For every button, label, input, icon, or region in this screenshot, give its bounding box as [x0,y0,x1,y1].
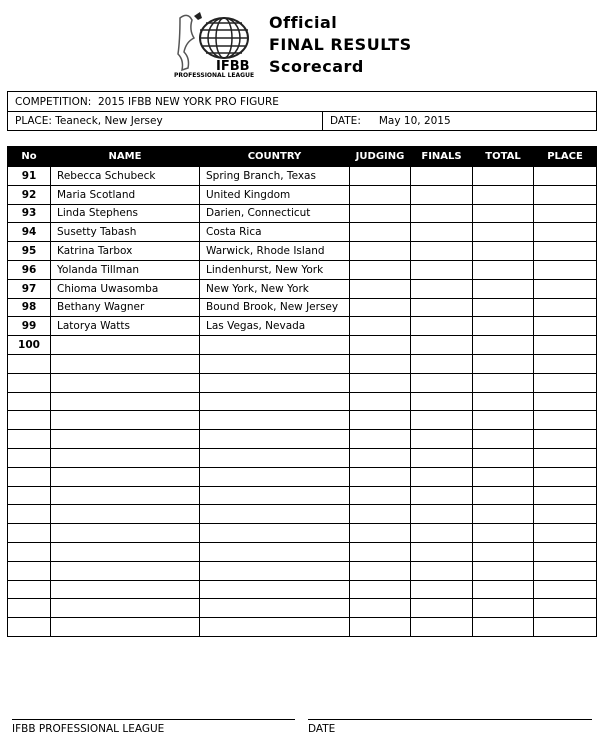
cell-country: Darien, Connecticut [200,204,350,223]
cell-country [200,373,350,392]
cell-total [473,411,534,430]
cell-finals [411,223,473,242]
cell-no [8,486,51,505]
signature-line-league: IFBB PROFESSIONAL LEAGUE [12,719,295,735]
table-row [8,260,597,279]
cell-no [8,542,51,561]
cell-place [534,279,597,298]
cell-total [473,336,534,355]
cell-name: Susetty Tabash [51,223,200,242]
cell-country [200,392,350,411]
cell-country [200,354,350,373]
column-header-judging: JUDGING [350,147,411,167]
cell-name: Chioma Uwasomba [51,279,200,298]
cell-name [51,354,200,373]
cell-place [534,599,597,618]
cell-country: Lindenhurst, New York [200,260,350,279]
cell-judging [350,185,411,204]
cell-no [8,580,51,599]
table-row-blank [8,354,597,373]
cell-place [534,505,597,524]
competition-label: COMPETITION: [15,95,92,108]
cell-finals [411,279,473,298]
cell-no: 99 [8,317,51,336]
cell-place [534,524,597,543]
cell-judging [350,260,411,279]
cell-place [534,430,597,449]
table-row [8,185,597,204]
cell-total [473,204,534,223]
cell-no: 95 [8,242,51,261]
svg-text:PROFESSIONAL LEAGUE: PROFESSIONAL LEAGUE [174,72,255,78]
cell-name [51,392,200,411]
column-header-name: NAME [51,147,200,167]
column-header-finals: FINALS [411,147,473,167]
cell-total [473,392,534,411]
title-line-final-results: FINAL RESULTS [269,35,412,54]
cell-finals [411,618,473,637]
cell-no: 92 [8,185,51,204]
cell-no [8,430,51,449]
cell-total [473,298,534,317]
cell-finals [411,430,473,449]
cell-place [534,260,597,279]
cell-place [534,411,597,430]
cell-finals [411,467,473,486]
cell-place [534,223,597,242]
cell-country [200,336,350,355]
table-row-blank [8,618,597,637]
cell-judging [350,599,411,618]
cell-no [8,524,51,543]
ifbb-logo [172,10,264,78]
scorecard-header [0,0,600,85]
cell-finals [411,317,473,336]
cell-finals [411,260,473,279]
cell-total [473,542,534,561]
cell-country: Bound Brook, New Jersey [200,298,350,317]
cell-country [200,599,350,618]
cell-country: New York, New York [200,279,350,298]
cell-name [51,618,200,637]
cell-no: 94 [8,223,51,242]
cell-place [534,580,597,599]
cell-name [51,336,200,355]
cell-finals [411,354,473,373]
cell-total [473,317,534,336]
cell-place [534,167,597,186]
cell-place [534,448,597,467]
cell-judging [350,204,411,223]
cell-total [473,561,534,580]
cell-total [473,279,534,298]
cell-judging [350,298,411,317]
cell-place [534,354,597,373]
cell-place [534,298,597,317]
cell-judging [350,524,411,543]
cell-finals [411,580,473,599]
cell-no: 96 [8,260,51,279]
cell-judging [350,411,411,430]
cell-judging [350,561,411,580]
column-header-country: COUNTRY [200,147,350,167]
cell-name [51,561,200,580]
table-row [8,298,597,317]
cell-name: Rebecca Schubeck [51,167,200,186]
cell-finals [411,242,473,261]
cell-country: United Kingdom [200,185,350,204]
cell-total [473,448,534,467]
table-row-blank [8,392,597,411]
title-line-scorecard: Scorecard [269,57,364,76]
cell-country: Warwick, Rhode Island [200,242,350,261]
cell-judging [350,542,411,561]
cell-judging [350,373,411,392]
cell-country [200,486,350,505]
cell-place [534,204,597,223]
competition-row [8,92,596,111]
cell-place [534,486,597,505]
cell-judging [350,430,411,449]
cell-country [200,448,350,467]
cell-name: Maria Scotland [51,185,200,204]
cell-finals [411,448,473,467]
cell-name [51,467,200,486]
table-row [8,167,597,186]
table-row [8,242,597,261]
cell-finals [411,298,473,317]
cell-total [473,580,534,599]
date-value: May 10, 2015 [378,115,451,127]
cell-country [200,580,350,599]
cell-finals [411,185,473,204]
cell-finals [411,599,473,618]
cell-place [534,542,597,561]
cell-name [51,599,200,618]
table-row-blank [8,411,597,430]
results-table-body [8,167,597,637]
table-row [8,223,597,242]
cell-finals [411,561,473,580]
table-row-blank [8,580,597,599]
cell-judging [350,242,411,261]
cell-finals [411,524,473,543]
cell-judging [350,317,411,336]
cell-finals [411,411,473,430]
cell-place [534,561,597,580]
column-header-no: No [8,147,51,167]
cell-finals [411,373,473,392]
cell-no [8,561,51,580]
cell-no [8,618,51,637]
cell-no [8,599,51,618]
cell-judging [350,486,411,505]
cell-finals [411,392,473,411]
cell-no: 98 [8,298,51,317]
table-row-blank [8,448,597,467]
cell-name [51,580,200,599]
cell-country [200,542,350,561]
cell-name [51,524,200,543]
cell-total [473,618,534,637]
cell-place [534,618,597,637]
date-label: DATE: [330,115,361,127]
table-row [8,336,597,355]
cell-finals [411,542,473,561]
cell-name [51,542,200,561]
cell-place [534,185,597,204]
cell-total [473,373,534,392]
column-header-place: PLACE [534,147,597,167]
cell-country: Spring Branch, Texas [200,167,350,186]
cell-no [8,354,51,373]
cell-total [473,167,534,186]
cell-judging [350,618,411,637]
title-line-official: Official [269,13,338,32]
table-row-blank [8,561,597,580]
competition-info-box [7,91,597,131]
cell-no [8,373,51,392]
cell-total [473,185,534,204]
cell-name: Katrina Tarbox [51,242,200,261]
cell-name: Linda Stephens [51,204,200,223]
cell-total [473,260,534,279]
cell-name [51,486,200,505]
cell-total [473,242,534,261]
cell-judging [350,167,411,186]
cell-place [534,336,597,355]
cell-country: Las Vegas, Nevada [200,317,350,336]
table-header-row [8,147,597,167]
cell-name [51,505,200,524]
place-date-row [8,111,596,130]
cell-name: Bethany Wagner [51,298,200,317]
cell-place [534,317,597,336]
table-row-blank [8,505,597,524]
cell-finals [411,486,473,505]
cell-judging [350,505,411,524]
cell-no [8,392,51,411]
cell-judging [350,336,411,355]
cell-no [8,467,51,486]
cell-name: Yolanda Tillman [51,260,200,279]
cell-no: 93 [8,204,51,223]
table-row-blank [8,524,597,543]
cell-place [534,467,597,486]
table-row [8,204,597,223]
cell-finals [411,167,473,186]
results-table [7,146,597,637]
table-row [8,279,597,298]
cell-place [534,373,597,392]
cell-finals [411,336,473,355]
cell-total [473,486,534,505]
cell-judging [350,392,411,411]
cell-country [200,467,350,486]
column-header-total: TOTAL [473,147,534,167]
cell-total [473,524,534,543]
cell-total [473,505,534,524]
cell-judging [350,467,411,486]
scorecard-title [269,12,412,78]
ifbb-globe-icon [172,10,264,78]
table-row-blank [8,599,597,618]
competition-value: 2015 IFBB NEW YORK PRO FIGURE [98,95,279,108]
cell-name [51,411,200,430]
cell-no [8,448,51,467]
cell-place [534,392,597,411]
cell-country [200,524,350,543]
cell-judging [350,354,411,373]
cell-judging [350,279,411,298]
cell-no [8,505,51,524]
cell-total [473,430,534,449]
cell-finals [411,204,473,223]
cell-no [8,411,51,430]
table-row-blank [8,430,597,449]
cell-place [534,242,597,261]
cell-no: 97 [8,279,51,298]
cell-judging [350,223,411,242]
cell-name: Latorya Watts [51,317,200,336]
cell-finals [411,505,473,524]
cell-country [200,430,350,449]
cell-total [473,599,534,618]
cell-country [200,505,350,524]
place-value: Teaneck, New Jersey [55,115,163,127]
table-row-blank [8,467,597,486]
cell-judging [350,580,411,599]
cell-judging [350,448,411,467]
cell-country [200,561,350,580]
cell-country: Costa Rica [200,223,350,242]
cell-no: 100 [8,336,51,355]
svg-text:IFBB: IFBB [216,59,250,74]
cell-total [473,223,534,242]
table-row-blank [8,542,597,561]
cell-name [51,373,200,392]
cell-no: 91 [8,167,51,186]
table-row-blank [8,486,597,505]
place-label: PLACE: [15,115,52,127]
cell-name [51,430,200,449]
cell-name [51,448,200,467]
cell-total [473,354,534,373]
cell-country [200,618,350,637]
cell-country [200,411,350,430]
signature-line-date: DATE [308,719,592,735]
cell-total [473,467,534,486]
table-row-blank [8,373,597,392]
table-row [8,317,597,336]
